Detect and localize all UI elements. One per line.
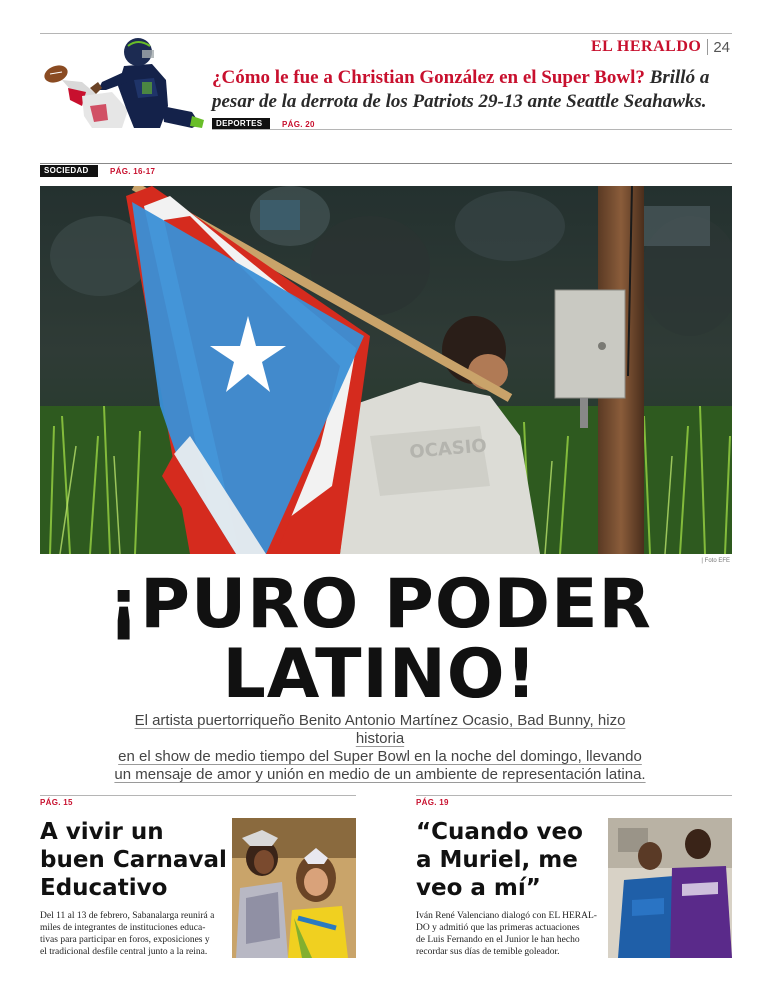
left-body-line: miles de integrantes de instituciones educa-: [40, 923, 206, 933]
svg-text:OCASIO: OCASIO: [408, 435, 488, 463]
right-body-line: DO y admitió que las primeras actuaciones: [416, 923, 580, 933]
right-story-body: [416, 910, 606, 958]
promo-bottom-rule: [212, 129, 732, 130]
left-title-line: A vivir un: [40, 819, 164, 845]
section-tag-deportes[interactable]: DEPORTES: [212, 118, 270, 130]
page-ref-deportes[interactable]: PÁG. 20: [282, 120, 315, 129]
right-title-line: a Muriel, me: [416, 847, 578, 873]
top-rule: [40, 33, 732, 34]
left-body-line: el tradicional desfile central junto a la reina.: [40, 947, 208, 957]
right-body-line: recordar sus días de temible goleador.: [416, 947, 560, 957]
right-body-line: de Luis Fernando en el Junior le han hecho: [416, 935, 580, 945]
left-story-title[interactable]: [40, 818, 230, 902]
promo-question: ¿Cómo le fue a Christian González en el Super Bowl?: [212, 67, 645, 88]
right-story-rule: [416, 795, 732, 796]
section-tag-sociedad[interactable]: SOCIEDAD: [40, 165, 98, 177]
left-title-line: Educativo: [40, 875, 168, 901]
carnival-queen-photo[interactable]: [232, 818, 356, 958]
page-ref-sociedad[interactable]: PÁG. 16-17: [110, 167, 156, 176]
valenciano-muriel-photo[interactable]: [608, 818, 732, 958]
photo-credit: | Foto EFE: [701, 558, 730, 564]
lead-line-1: El artista puertorriqueño Benito Antonio Martínez Ocasio, Bad Bunny, hizo historia: [134, 712, 626, 747]
right-title-line: “Cuando veo: [416, 819, 583, 845]
lead-line-2: en el show de medio tiempo del Super Bowl en la noche del domingo, llevando: [118, 748, 642, 765]
left-story-body: [40, 910, 230, 958]
main-lead: [110, 712, 650, 784]
page-ref-right-story[interactable]: PÁG. 19: [416, 798, 449, 807]
promo-summary: Brilló a pesar de la derrota de los Patriots 29-13 ante Seattle Seahawks.: [212, 67, 710, 112]
masthead: [591, 38, 730, 56]
lead-line-3: un mensaje de amor y unión en medio de un ambiente de representación latina.: [114, 766, 646, 783]
football-player-photo[interactable]: [42, 36, 206, 130]
left-story-rule: [40, 795, 356, 796]
left-title-line: buen Carnaval: [40, 847, 227, 873]
section-rule: [40, 163, 732, 164]
right-title-line: veo a mí”: [416, 875, 541, 901]
page-number: 24: [713, 38, 730, 56]
left-body-line: Del 11 al 13 de febrero, Sabanalarga reunirá a: [40, 911, 215, 921]
headline-line-2: LATINO!: [222, 635, 538, 714]
newspaper-brand: EL HERALDO: [590, 38, 702, 55]
promo-teaser[interactable]: [212, 66, 732, 114]
bad-bunny-flag-photo[interactable]: [40, 186, 732, 554]
page-ref-left-story[interactable]: PÁG. 15: [40, 798, 73, 807]
main-headline[interactable]: [0, 565, 760, 714]
right-body-line: Iván René Valenciano dialogó con EL HERAL-: [416, 911, 597, 921]
headline-line-1: ¡PURO PODER: [108, 565, 652, 644]
right-story-title[interactable]: [416, 818, 606, 902]
masthead-divider: [707, 39, 708, 55]
left-body-line: tivas para participar en foros, exposiciones y: [40, 935, 210, 945]
